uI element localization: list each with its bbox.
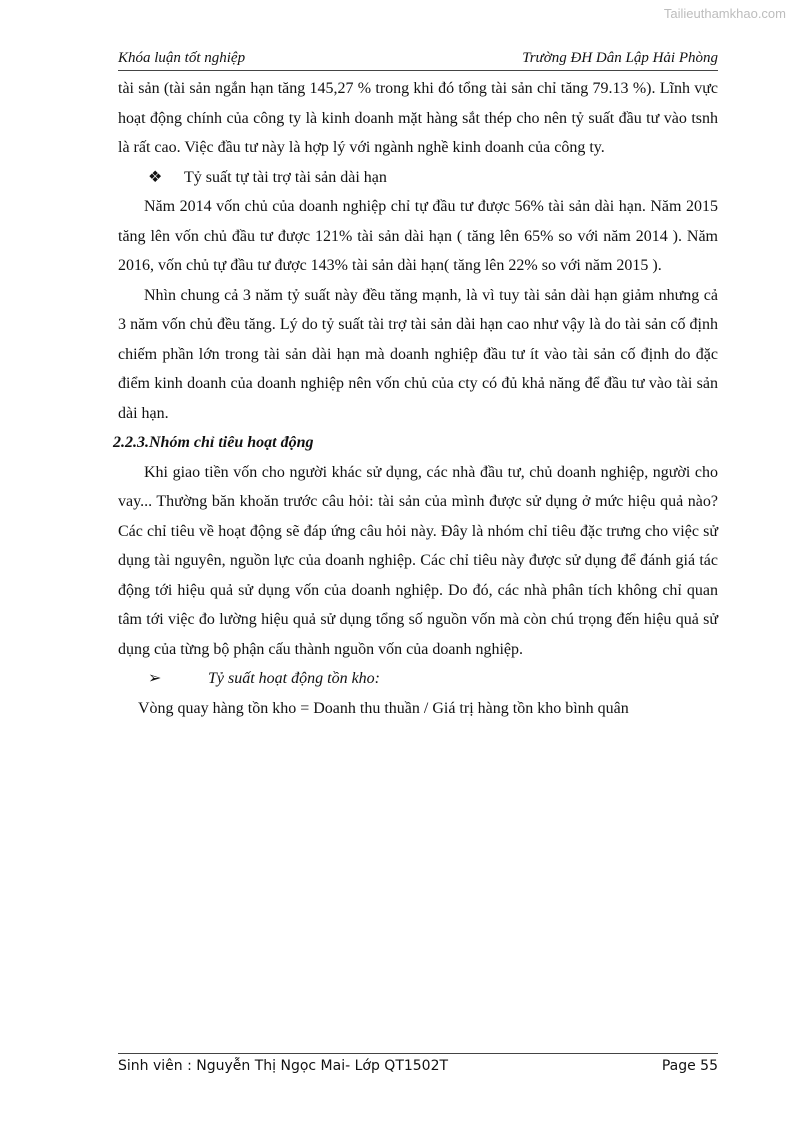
bullet-text-1: Tỷ suất tự tài trợ tài sản dài hạn — [184, 168, 387, 186]
diamond-bullet-icon: ❖ — [148, 168, 163, 186]
page-number: Page 55 — [661, 1058, 718, 1074]
page-body — [113, 74, 718, 723]
bullet-item-1 — [118, 163, 718, 193]
header-left: Khóa luận tốt nghiệp — [118, 50, 246, 66]
page-header — [118, 48, 718, 71]
bullet-text-2: Tỷ suất hoạt động tồn kho: — [208, 670, 380, 687]
page-footer — [118, 1053, 718, 1074]
paragraph-4: Khi giao tiền vốn cho người khác sử dụng, các nhà đầu tư, chủ doanh nghiệp, người cho vay... Thường băn khoăn trước câu hỏi: tài sản của mình được sử dụng ở mức hiệu quả nào? Các chỉ tiêu về hoạt động sẽ đáp ứng câu hỏi này. Đây là nhóm chỉ tiêu đặc trưng cho việc sử dụng tài nguyên, nguồn lực của doanh nghiệp. Các chỉ tiêu này được sử dụng để đánh giá tác động tới hiệu quả sử dụng vốn của doanh nghiệp. Do đó, các nhà phân tích không chỉ quan tâm tới việc đo lường hiệu quả sử dụng tổng số nguồn vốn mà còn chú trọng đến hiệu quả sử dụng của từng bộ phận cấu thành nguồn vốn của doanh nghiệp. — [118, 463, 718, 658]
footer-author: Sinh viên : Nguyễn Thị Ngọc Mai- Lớp QT1502T — [118, 1058, 449, 1074]
paragraph-3: Nhìn chung cả 3 năm tỷ suất này đều tăng mạnh, là vì tuy tài sản dài hạn giảm nhưng cả 3 năm vốn chủ đều tăng. Lý do tỷ suất tài trợ tài sản dài hạn cao như vậy là do tài sản cố định chiếm phần lớn trong tài sản dài hạn mà doanh nghiệp đầu tư ít vào tài sản cố định do đặc điểm kinh doanh của doanh nghiệp nên vốn chủ của cty có đủ khả năng để đầu tư vào tài sản dài hạn. — [118, 286, 718, 422]
bullet-item-2 — [118, 664, 718, 694]
formula: Vòng quay hàng tồn kho = Doanh thu thuần / Giá trị hàng tồn kho bình quân — [138, 699, 629, 717]
paragraph-1: tài sản (tài sản ngắn hạn tăng 145,27 % trong khi đó tổng tài sản chỉ tăng 79.13 %). Lĩnh vực hoạt động chính của công ty là kinh doanh mặt hàng sắt thép cho nên tỷ suất đầu tư vào tsnh là rất cao. Việc đầu tư này là hợp lý với ngành nghề kinh doanh của công ty. — [118, 80, 718, 156]
header-right: Trường ĐH Dân Lập Hải Phòng — [522, 50, 718, 66]
section-heading: 2.2.3.Nhóm chỉ tiêu hoạt động — [113, 434, 314, 451]
arrow-bullet-icon: ➢ — [148, 670, 162, 687]
paragraph-2: Năm 2014 vốn chủ của doanh nghiệp chỉ tự đầu tư được 56% tài sản dài hạn. Năm 2015 tăng lên vốn chủ đầu tư được 121% tài sản dài hạn ( tăng lên 65% so với năm 2014 ). Năm 2016, vốn chủ tự đầu tư được 143% tài sản dài hạn( tăng lên 22% so với năm 2015 ). — [118, 198, 718, 274]
watermark: Tailieuthamkhao.com — [663, 6, 786, 21]
